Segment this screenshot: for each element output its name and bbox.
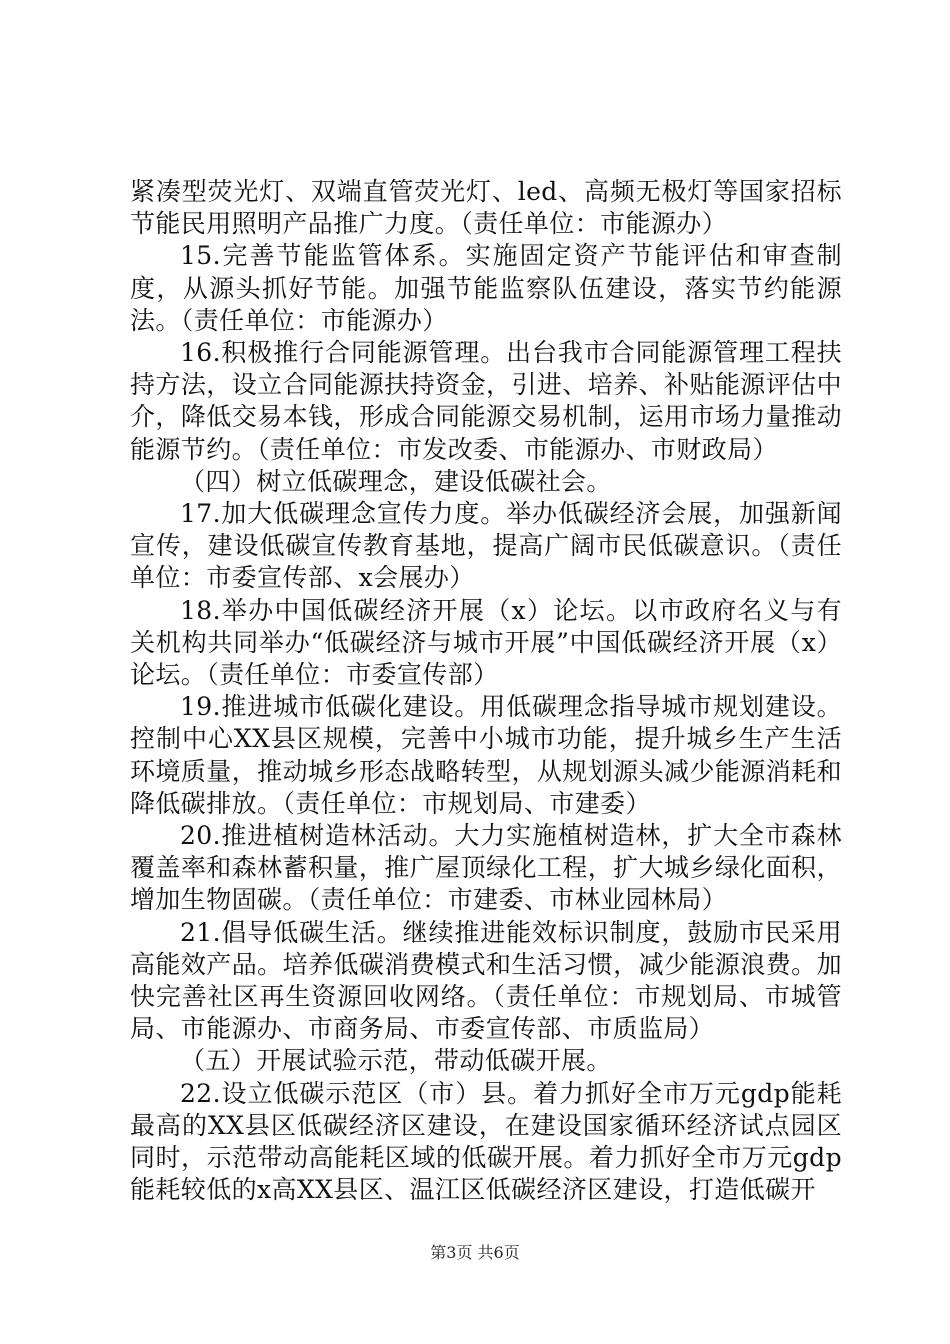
paragraph-item-21: 21.倡导低碳生活。继续推进能效标识制度，鼓励市民采用高能效产品。培养低碳消费模式和生活习惯，减少能源浪费。加快完善社区再生资源回收网络。（责任单位：市规划局、市城管局、市能源办、市商务局、市委宣传部、市质监局） (130, 917, 842, 1044)
paragraph-item-18: 18.举办中国低碳经济开展（x）论坛。以市政府名义与有关机构共同举办“低碳经济与城市开展”中国低碳经济开展（x）论坛。（责任单位：市委宣传部） (130, 595, 842, 690)
paragraph-item-19: 19.推进城市低碳化建设。用低碳理念指导城市规划建设。控制中心XX县区规模，完善中小城市功能，提升城乡生产生活环境质量，推动城乡形态战略转型，从规划源头减少能源消耗和降低碳排放。（责任单位：市规划局、市建委） (130, 692, 842, 818)
section-heading-4: （四）树立低碳理念，建设低碳社会。 (180, 466, 612, 496)
paragraph-item-22: 22.设立低碳示范区（市）县。着力抓好全市万元gdp能耗最高的XX县区低碳经济区建设，在建设国家循环经济试点园区同时，示范带动高能耗区域的低碳开展。着力抓好全市万元gdp能耗较低的x高XX县区、温江区低碳经济区建设，打造低碳开 (130, 1078, 842, 1205)
document-body (130, 176, 842, 1207)
page-number-label: 第3页 共6页 (430, 1243, 520, 1262)
paragraph-item-15: 15.完善节能监管体系。实施固定资产节能评估和审查制度，从源头抓好节能。加强节能监察队伍建设，落实节约能源法。（责任单位：市能源办） (130, 241, 842, 335)
paragraph-item-16: 16.积极推行合同能源管理。出台我市合同能源管理工程扶持方法，设立合同能源扶持资金，引进、培养、补贴能源评估中介，降低交易本钱，形成合同能源交易机制，运用市场力量推动能源节约。（责任单位：市发改委、市能源办、市财政局） (130, 338, 842, 464)
section-heading-5: （五）开展试验示范，带动低碳开展。 (180, 1046, 612, 1076)
page-footer (0, 1243, 950, 1263)
paragraph-item-17: 17.加大低碳理念宣传力度。举办低碳经济会展，加强新闻宣传，建设低碳宣传教育基地，提高广阔市民低碳意识。（责任单位：市委宣传部、x会展办） (130, 499, 842, 593)
paragraph-item-20: 20.推进植树造林活动。大力实施植树造林，扩大全市森林覆盖率和森林蓄积量，推广屋顶绿化工程，扩大城乡绿化面积，增加生物固碳。（责任单位：市建委、市林业园林局） (130, 821, 842, 915)
paragraph-continuation: 紧凑型荧光灯、双端直管荧光灯、led、高频无极灯等国家招标节能民用照明产品推广力度。（责任单位：市能源办） (130, 177, 842, 239)
